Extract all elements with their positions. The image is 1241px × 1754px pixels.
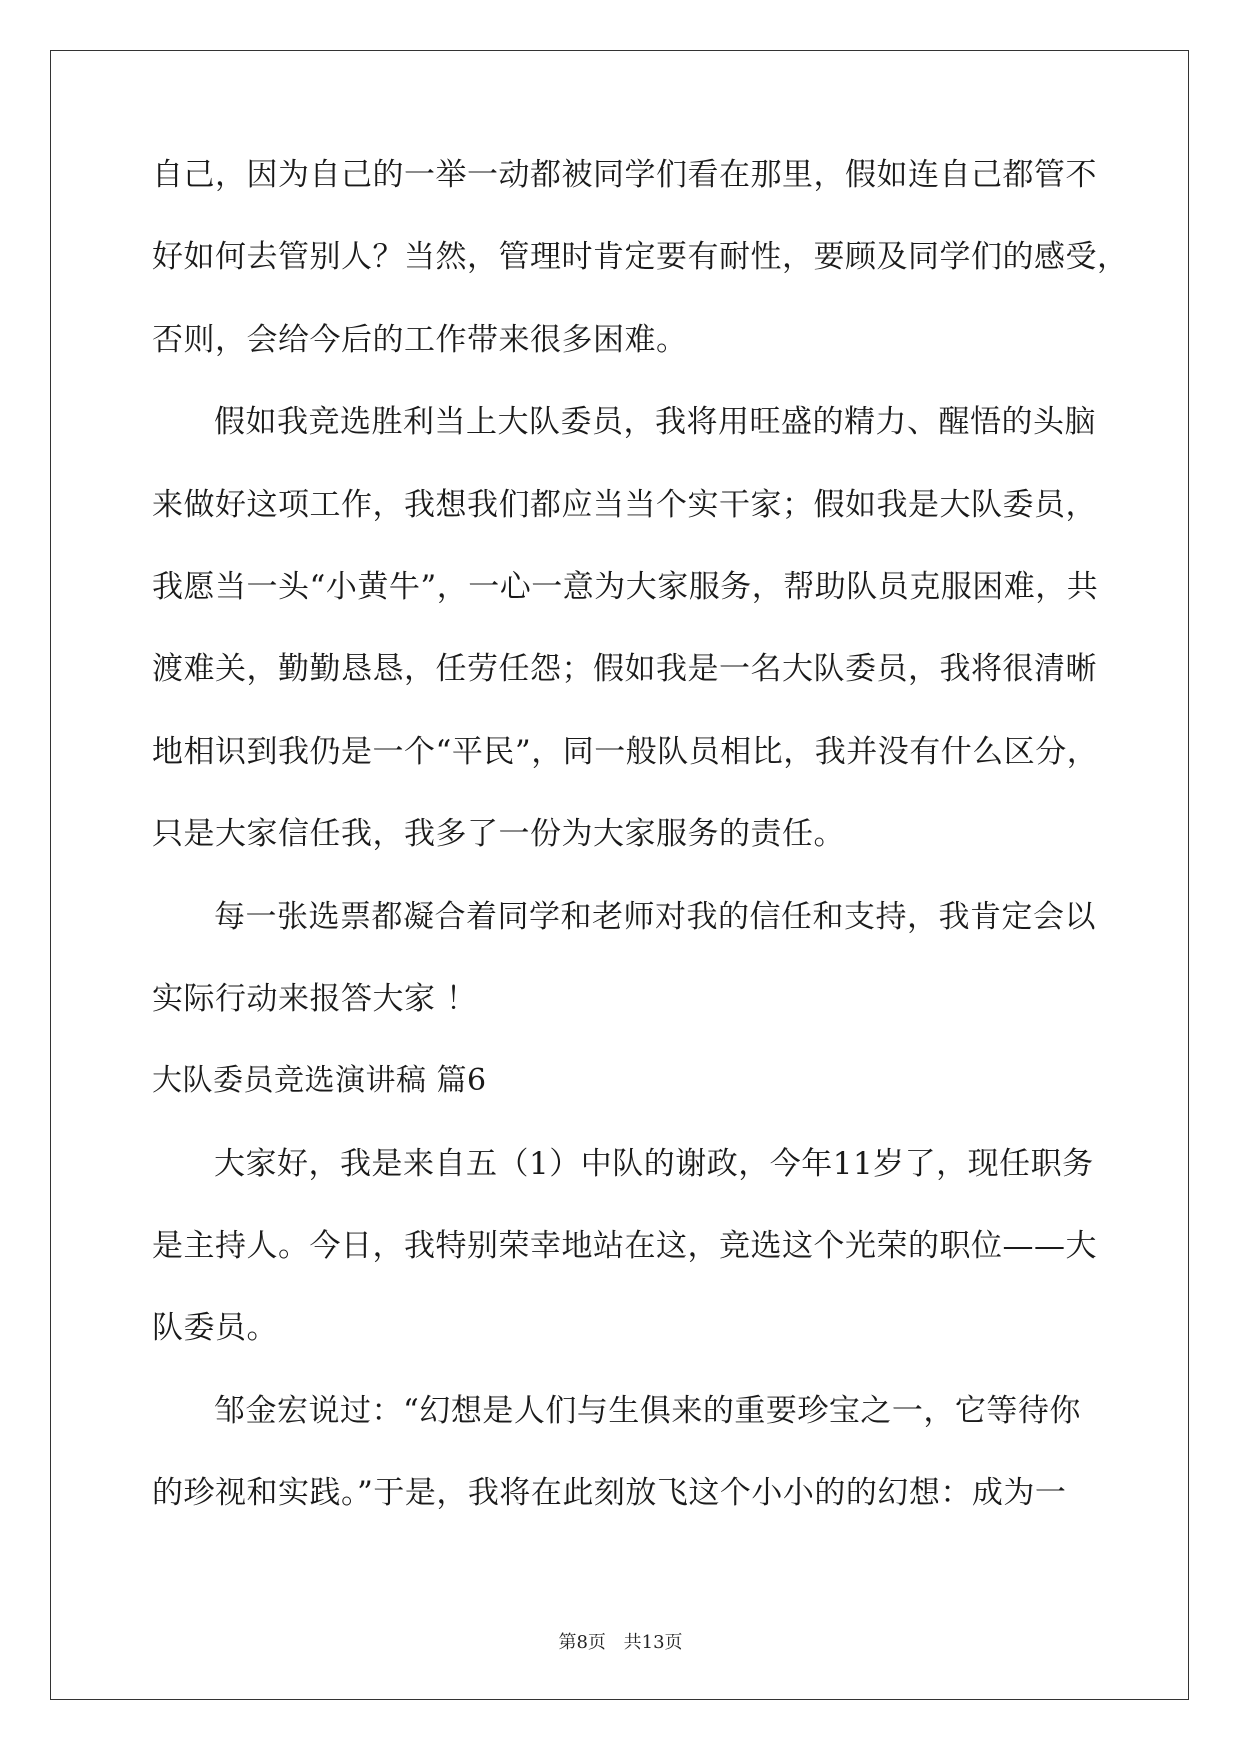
text-line: 好如何去管别人？当然，管理时肯定要有耐性，要顾及同学们的感受， <box>152 239 1129 276</box>
text-line: 队委员。 <box>152 1310 278 1347</box>
text-line: 否则，会给今后的工作带来很多困难。 <box>152 321 688 358</box>
page-total: 共13页 <box>623 1632 683 1653</box>
text-line: 我愿当一头“小黄牛”，一心一意为大家服务，帮助队员克服困难，共 <box>152 568 1099 605</box>
text-line: 渡难关，勤勤恳恳，任劳任怨；假如我是一名大队委员，我将很清晰 <box>152 651 1097 688</box>
paragraph-start-line: 大家好，我是来自五（1）中队的谢政，今年11岁了，现任职务 <box>214 1145 1094 1182</box>
paragraph-start-line: 每一张选票都凝合着同学和老师对我的信任和支持，我肯定会以 <box>214 898 1096 935</box>
text-line: 实际行动来报答大家 ！ <box>152 980 478 1017</box>
page-number: 第8页 <box>558 1632 606 1653</box>
text-line: 自己，因为自己的一举一动都被同学们看在那里，假如连自己都管不 <box>152 157 1097 193</box>
document-body <box>152 155 1129 1556</box>
paragraph-start-line: 假如我竞选胜利当上大队委员，我将用旺盛的精力、醒悟的头脑 <box>214 404 1096 441</box>
text-line: 的珍视和实践。”于是，我将在此刻放飞这个小小的的幻想：成为一 <box>152 1475 1067 1512</box>
text-line: 是主持人。今日，我特别荣幸地站在这，竞选这个光荣的职位——大 <box>152 1228 1097 1265</box>
text-line: 只是大家信任我，我多了一份为大家服务的责任。 <box>152 816 845 853</box>
paragraph-start-line: 邹金宏说过：“幻想是人们与生俱来的重要珍宝之一，它等待你 <box>214 1392 1081 1429</box>
section-heading: 大队委员竞选演讲稿 篇6 <box>152 1063 487 1099</box>
text-line: 来做好这项工作，我想我们都应当当个实干家；假如我是大队委员， <box>152 486 1097 523</box>
page-footer <box>0 1628 1241 1654</box>
text-line: 地相识到我仍是一个“平民”，同一般队员相比，我并没有什么区分， <box>152 733 1099 770</box>
